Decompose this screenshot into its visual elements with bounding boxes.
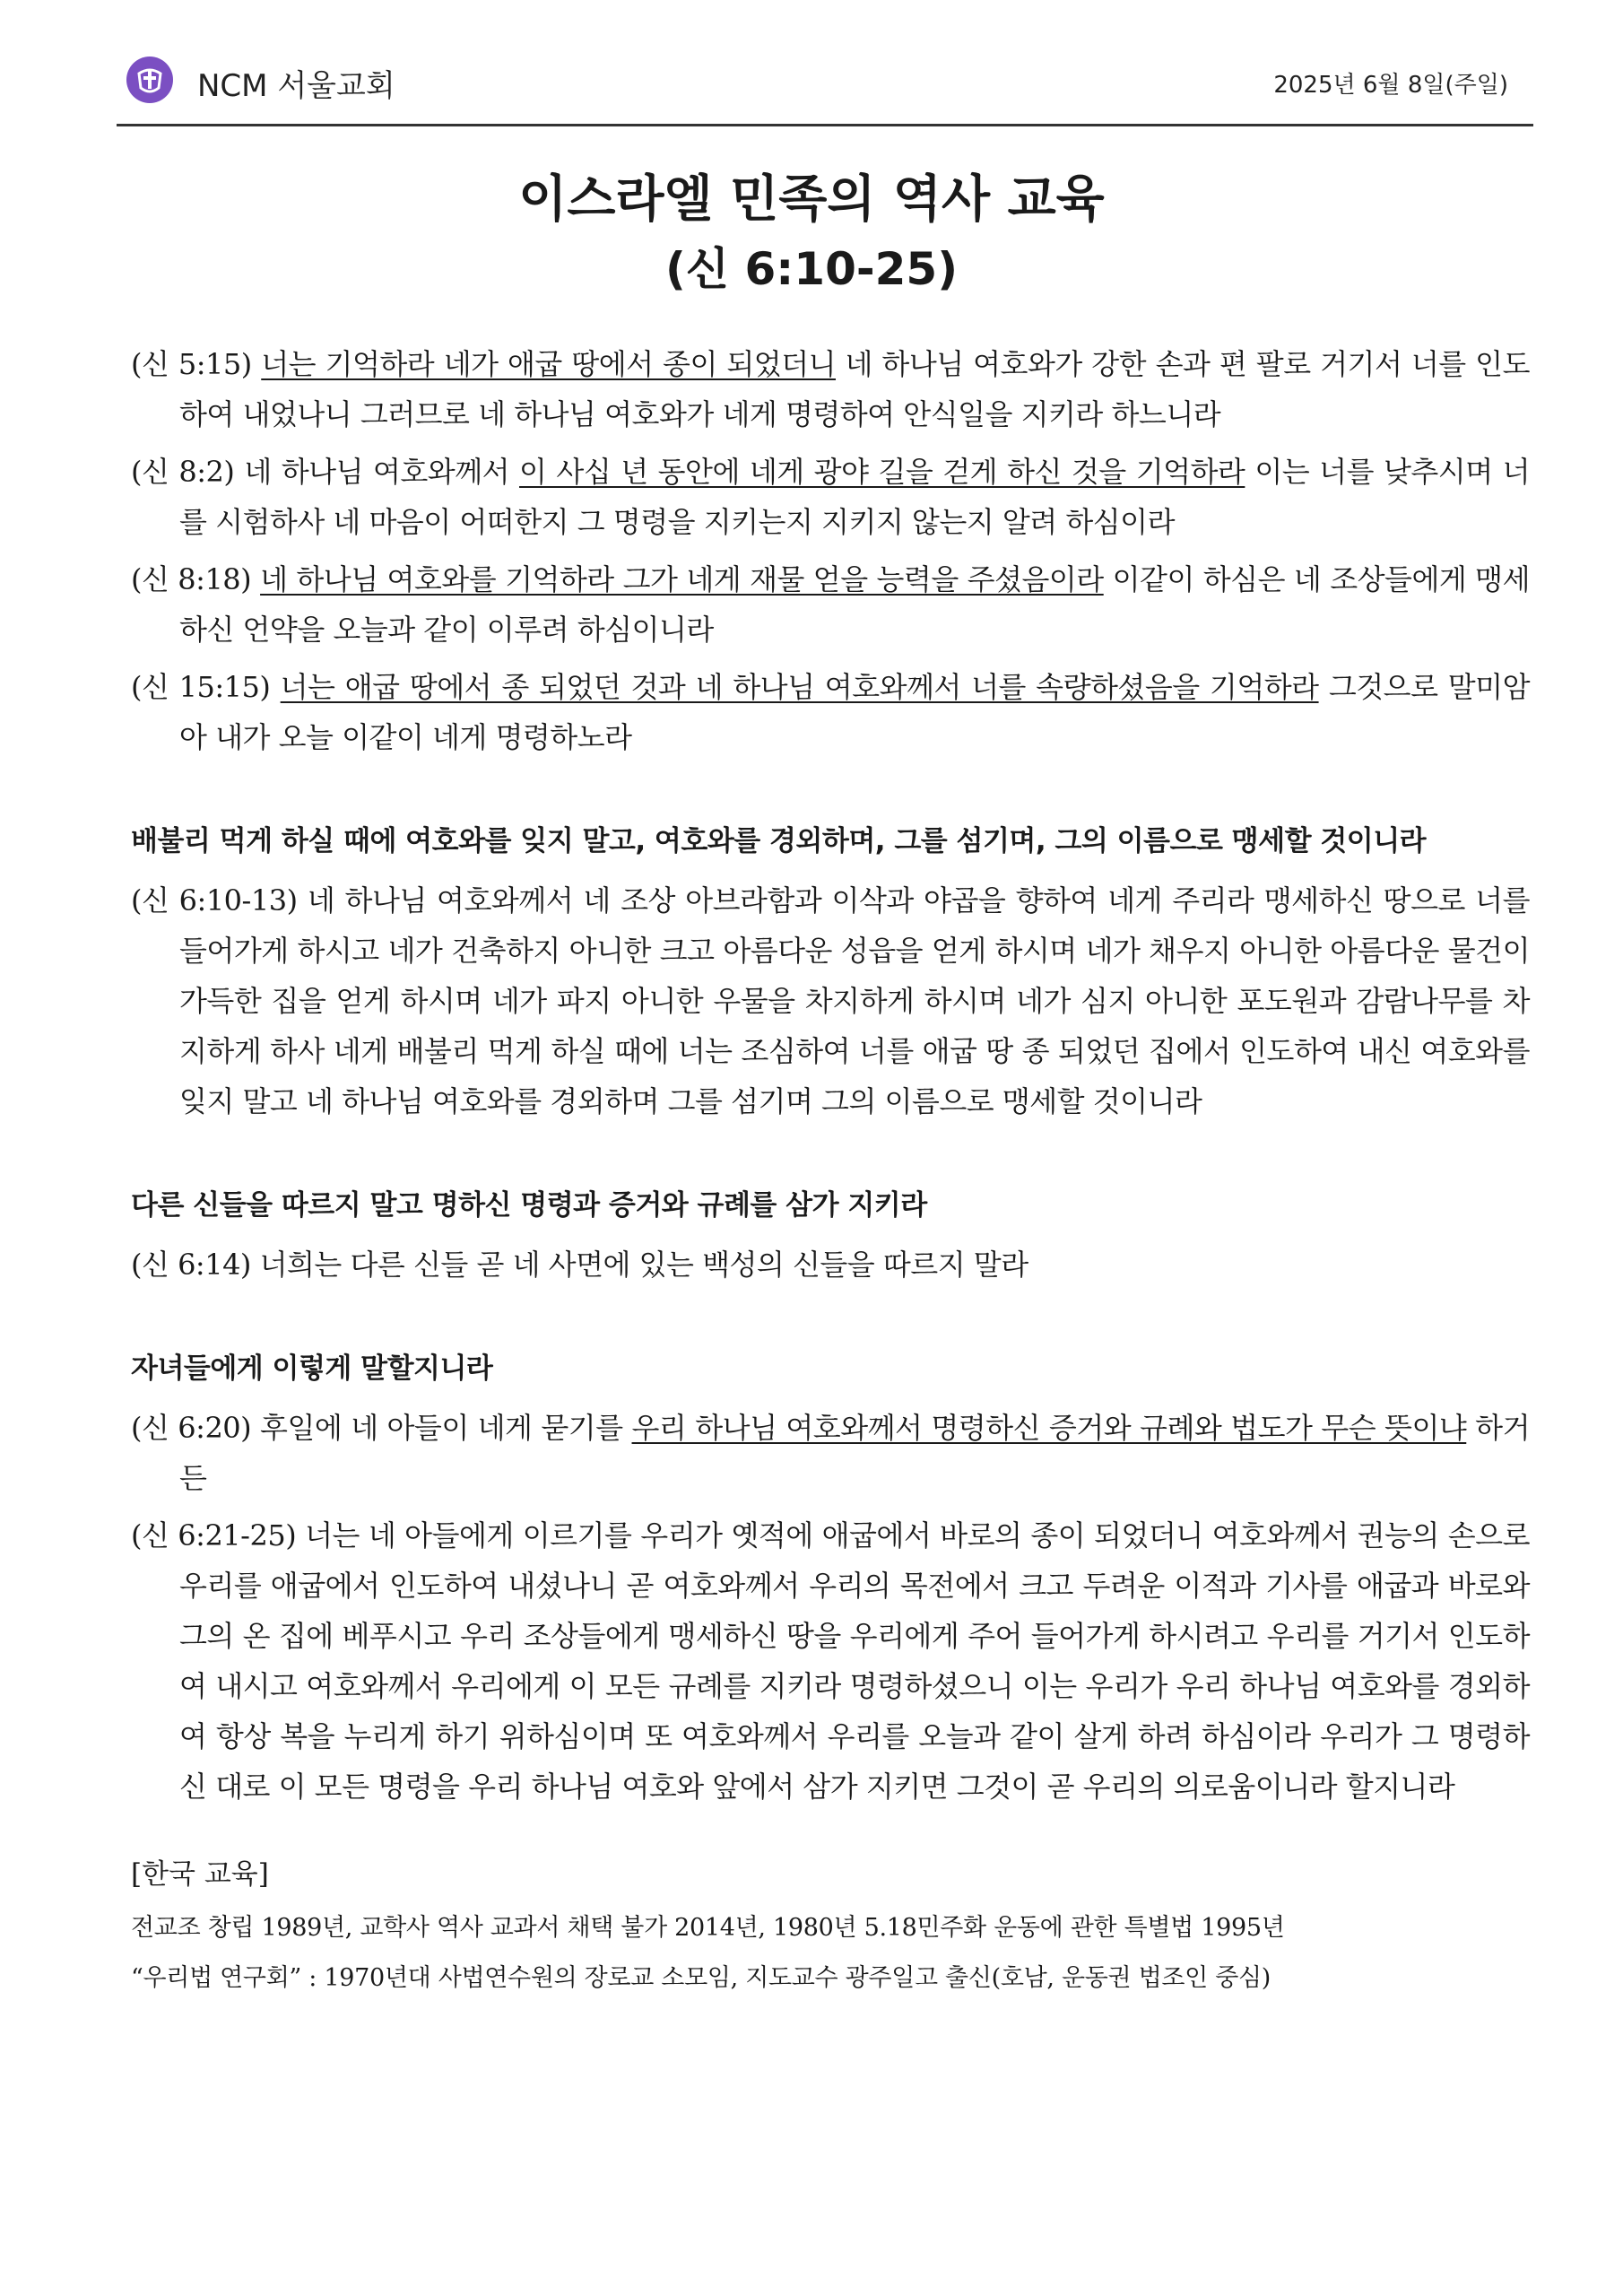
verse-underlined: 너는 애굽 땅에서 종 되었던 것과 네 하나님 여호와께서 너를 속량하셨음을 기억하라 bbox=[280, 670, 1319, 704]
sermon-body bbox=[131, 339, 1530, 2007]
verse-ref: (신 8:2) bbox=[131, 455, 235, 489]
verse-underlined: 우리 하나님 여호와께서 명령하신 증거와 규례와 법도가 무슨 뜻이냐 bbox=[631, 1411, 1467, 1445]
page-title: 이스라엘 민족의 역사 교육 bbox=[518, 170, 1105, 229]
page-header bbox=[117, 52, 1533, 126]
church-name: NCM 서울교회 bbox=[197, 68, 395, 104]
verse-ref: (신 6:21-25) bbox=[131, 1518, 297, 1552]
verse-deut-6-10-13 bbox=[131, 875, 1530, 1126]
verse-underlined: 네 하나님 여호와를 기억하라 그가 네게 재물 얻을 능력을 주셨음이라 bbox=[260, 562, 1104, 596]
verse-deut-8-2 bbox=[131, 447, 1530, 547]
verse-text: 너희는 다른 신들 곧 네 사면에 있는 백성의 신들을 따르지 말라 bbox=[250, 1248, 1028, 1282]
notes-line: 전교조 창립 1989년, 교학사 역사 교과서 채택 불가 2014년, 1980년 5.18민주화 운동에 관한 특별법 1995년 bbox=[131, 1914, 1285, 1942]
verse-deut-6-20 bbox=[131, 1403, 1530, 1503]
verse-ref: (신 6:20) bbox=[131, 1411, 252, 1445]
verse-deut-8-18 bbox=[131, 554, 1530, 655]
notes-line: “우리법 연구회” : 1970년대 사법연수원의 장로교 소모임, 지도교수 광주일고 출신(호남, 운동권 법조인 중심) bbox=[131, 1964, 1271, 1992]
verse-text: 후일에 네 아들이 네게 묻기를 bbox=[251, 1411, 632, 1445]
bulletin-date: 2025년 6월 8일(주일) bbox=[1273, 72, 1508, 99]
verse-text: 네 하나님 여호와가 강한 손과 편 팔로 거기서 너를 인도하여 내었나니 그러므로 네 하나님 여호와가 네게 명령하여 안식일을 지키라 하느니라 bbox=[179, 347, 1530, 431]
verse-text: 그것으로 말미암아 내가 오늘 이같이 네게 명령하노라 bbox=[179, 670, 1530, 754]
verse-underlined: 너는 기억하라 네가 애굽 땅에서 종이 되었더니 bbox=[261, 347, 837, 381]
verse-deut-15-15 bbox=[131, 662, 1530, 762]
page-subtitle: (신 6:10-25) bbox=[664, 243, 959, 295]
verse-text: 이는 너를 낮추시며 너를 시험하사 네 마음이 어떠한지 그 명령을 지키는지 지키지 않는지 알려 하심이라 bbox=[179, 455, 1531, 539]
verse-ref: (신 5:15) bbox=[131, 347, 252, 381]
verse-underlined: 이 사십 년 동안에 네게 광야 길을 걷게 하신 것을 기억하라 bbox=[519, 455, 1245, 489]
verse-text: 네 하나님 여호와께서 네 조상 아브라함과 이삭과 야곱을 향하여 네게 주리라 맹세하신 땅으로 너를 들어가게 하시고 네가 건축하지 아니한 크고 아름다운 성읍을 얻게 하시며 네가 채우지 아니한 아름다운 물건이 가득한 집을 얻게 하시며 네가 파지 아니한 우물을 차지하게 하시며 네가 심지 아니한 포도원과 감람나무를 차지하게 하사 네게 배불리 먹게 하실 때에 너는 조심하여 너를 애굽 땅 종 되었던 집에서 인도하여 내신 여호와를 잊지 말고 네 하나님 여호와를 경외하며 그를 섬기며 그의 이름으로 맹세할 것이니라 bbox=[179, 883, 1530, 1118]
verse-deut-6-14 bbox=[131, 1239, 1530, 1290]
verse-text: 하거든 bbox=[179, 1411, 1530, 1495]
church-logo-icon bbox=[126, 56, 174, 104]
verse-ref: (신 6:10-13) bbox=[131, 883, 298, 918]
verse-ref: (신 6:14) bbox=[131, 1248, 251, 1282]
notes-title: [한국 교육] bbox=[131, 1858, 269, 1891]
verse-text: 네 하나님 여호와께서 bbox=[234, 455, 520, 489]
verse-ref: (신 15:15) bbox=[131, 670, 271, 704]
section-heading-1: 배불리 먹게 하실 때에 여호와를 잊지 말고, 여호와를 경외하며, 그를 섬기며, 그의 이름으로 맹세할 것이니라 bbox=[131, 825, 1427, 857]
verse-text: 너는 네 아들에게 이르기를 우리가 옛적에 애굽에서 바로의 종이 되었더니 여호와께서 권능의 손으로 우리를 애굽에서 인도하여 내셨나니 곧 여호와께서 우리의 목전에서 크고 두려운 이적과 기사를 애굽과 바로와 그의 온 집에 베푸시고 우리 조상들에게 맹세하신 땅을 우리에게 주어 들어가게 하시려고 우리를 거기서 인도하여 내시고 여호와께서 우리에게 이 모든 규례를 지키라 명령하셨으니 이는 우리가 우리 하나님 여호와를 경외하여 항상 복을 누리게 하기 위하심이며 또 여호와께서 우리를 오늘과 같이 살게 하려 하심이라 우리가 그 명령하신 대로 이 모든 명령을 우리 하나님 여호와 앞에서 삼가 지키면 그것이 곧 우리의 의로움이니라 할지니라 bbox=[179, 1518, 1530, 1804]
verse-ref: (신 8:18) bbox=[131, 562, 252, 596]
verse-deut-6-21-25 bbox=[131, 1510, 1530, 1812]
verse-text: 이같이 하심은 네 조상들에게 맹세하신 언약을 오늘과 같이 이루려 하심이니라 bbox=[179, 562, 1530, 647]
section-heading-3: 자녀들에게 이렇게 말할지니라 bbox=[131, 1352, 493, 1385]
section-heading-2: 다른 신들을 따르지 말고 명하신 명령과 증거와 규례를 삼가 지키라 bbox=[131, 1189, 927, 1222]
verse-deut-5-15 bbox=[131, 339, 1530, 439]
